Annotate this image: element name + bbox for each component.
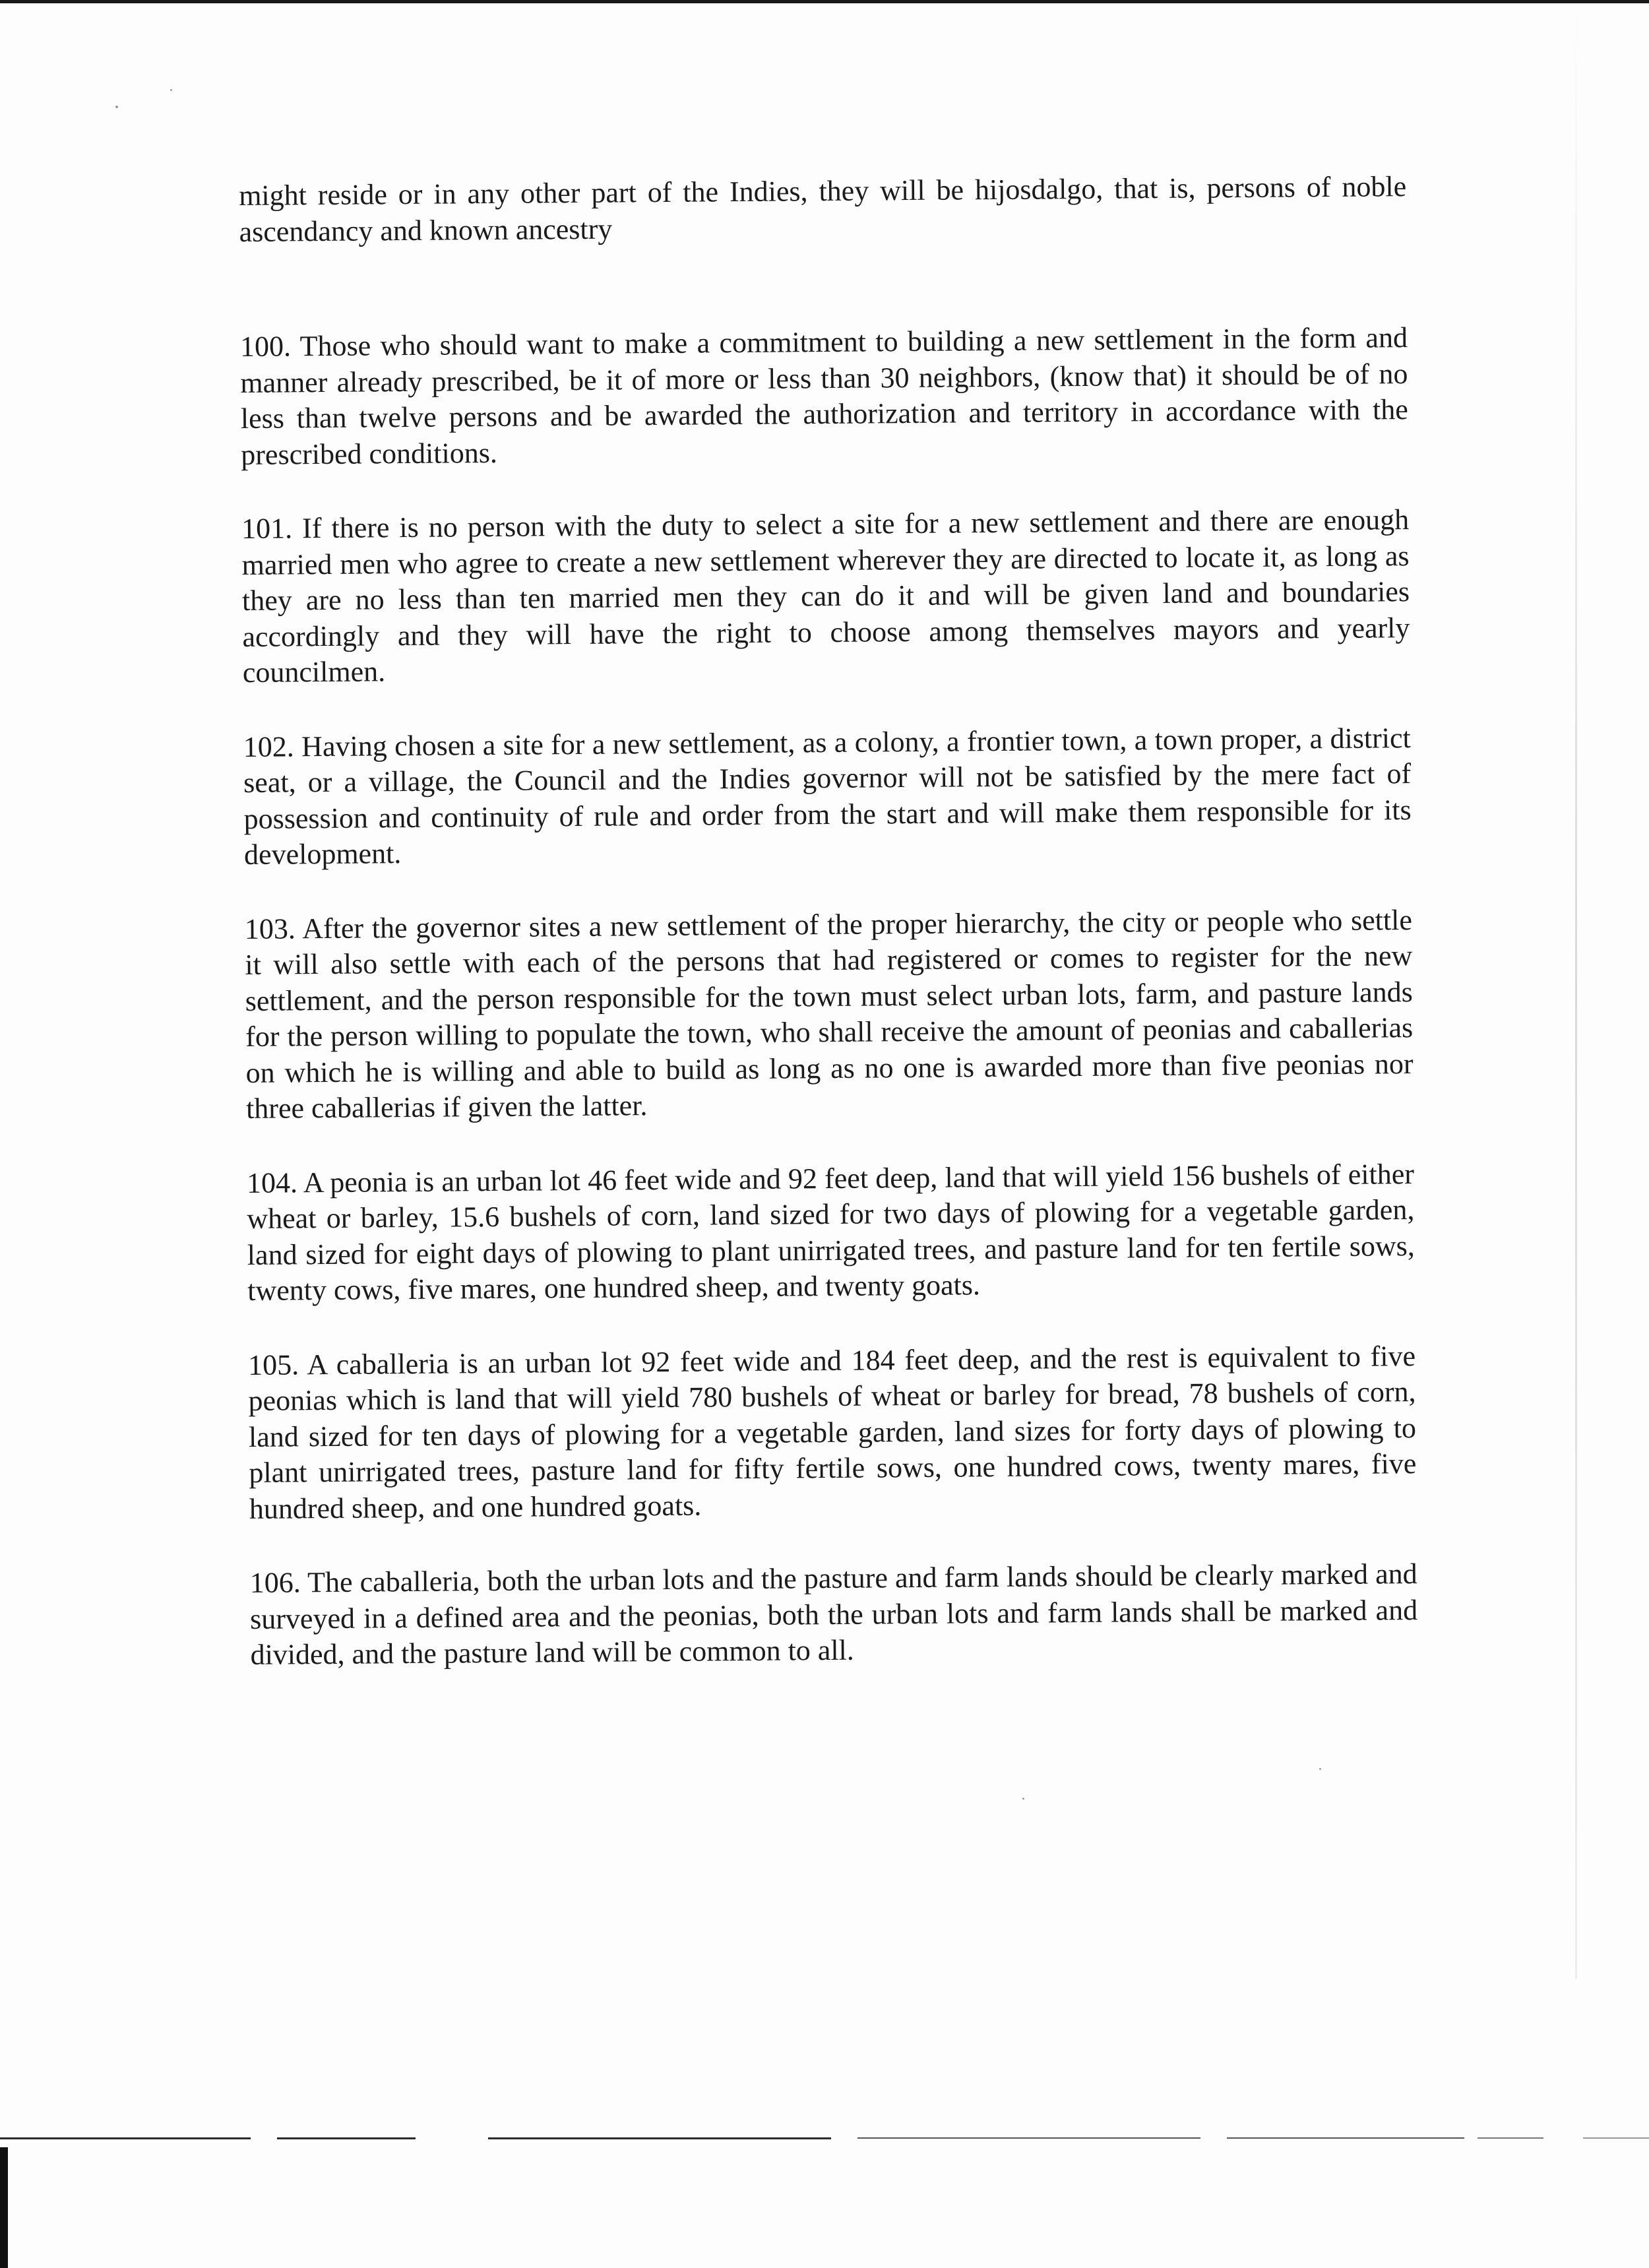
rule-segment <box>857 2137 1200 2139</box>
document-body <box>239 169 1418 1711</box>
paragraph-104: 104. A peonia is an urban lot 46 feet wide and 92 feet deep, land that will yield 156 bushels of either wheat or barley, 15.6 bushels of corn, land sized for two days of plowing for a vegetable garden, land sized for eight days of plowing to plant unirrigated trees, and pasture land for ten fertile sows, twenty cows, five mares, one hundred sheep, and twenty goats. <box>246 1157 1415 1307</box>
paragraph-102: 102. Having chosen a site for a new settlement, as a colony, a frontier town, a town proper, a district seat, or a village, the Council and the Indies governor will not be satisfied by the mere fact of possession and continuity of rule and order from the start and will make them responsible for its development. <box>243 721 1412 871</box>
paragraph-100: 100. Those who should want to make a commitment to building a new settlement in the form and manner already prescribed, be it of more or less than 30 neighbors, (know that) it should be of no less than twelve persons and be awarded the authorization and territory in accordance with the prescribed conditions. <box>239 321 1409 471</box>
rule-segment <box>277 2137 416 2139</box>
scan-bottom-rule <box>0 2137 1649 2141</box>
paragraph-103: 103. After the governor sites a new settlement of the proper hierarchy, the city or people who settle it will also settle with each of the persons that had registered or comes to register for the new settlement, and the person responsible for the town must select urban lots, farm, and pasture lands for the person willing to populate the town, who shall receive the amount of peonias and caballerias on which he is willing and able to build as long as no one is awarded more than five peonias nor three caballerias if given the latter. <box>244 903 1414 1125</box>
rule-segment <box>0 2137 251 2139</box>
scan-left-edge <box>0 2147 8 2268</box>
scan-speck <box>115 106 118 108</box>
rule-segment <box>1583 2137 1649 2139</box>
rule-segment <box>1227 2137 1464 2139</box>
scan-right-edge <box>1575 0 1577 1979</box>
paragraph-105: 105. A caballeria is an urban lot 92 feet wide and 184 feet deep, and the rest is equivalent to five peonias which is land that will yield 780 bushels of wheat or barley for bread, 78 bushels of corn, land sized for ten days of plowing for a vegetable garden, land sizes for forty days of plowing to plant unirrigated trees, pasture land for fifty fertile sows, one hundred cows, twenty mares, five hundred sheep, and one hundred goats. <box>247 1339 1417 1525</box>
paragraph-101: 101. If there is no person with the duty to select a site for a new settlement and there are enough married men who agree to create a new settlement wherever they are directed to locate it, as long as they are no less than ten married men they can do it and will be given land and boundaries accordingly and they will have the right to choose among themselves mayors and yearly councilmen. <box>241 503 1410 689</box>
rule-segment <box>1478 2137 1543 2139</box>
rule-segment <box>488 2137 831 2139</box>
scan-speck <box>1319 1768 1321 1770</box>
scan-top-edge <box>0 0 1649 3</box>
paragraph-106: 106. The caballeria, both the urban lots and the pasture and farm lands should be clearly marked and surveyed in a defined area and the peonias, both the urban lots and farm lands shall be marked and divided, and the pasture land will be common to all. <box>249 1558 1418 1671</box>
scan-speck <box>170 89 172 91</box>
scan-speck <box>1022 1798 1024 1800</box>
paragraph-continuation: might reside or in any other part of the Indies, they will be hijosdalgo, that is, persons of noble ascendancy and known ancestry <box>239 170 1407 248</box>
